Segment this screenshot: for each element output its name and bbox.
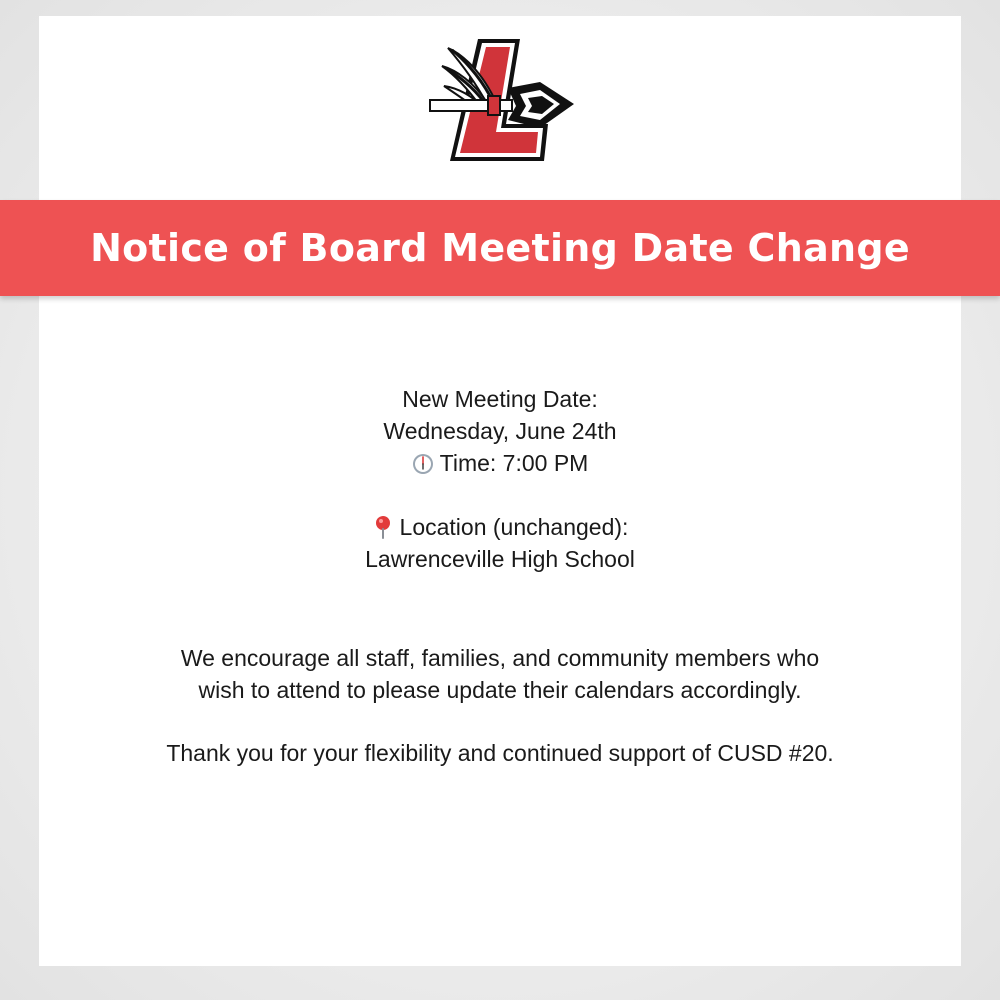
notice-banner [0,200,1000,296]
encouragement-message [0,642,1000,706]
meeting-date-label: New Meeting Date: [402,386,598,412]
location-details [0,511,1000,575]
meeting-details [0,383,1000,479]
location-line [0,511,1000,543]
message-line-2: wish to attend to please update their calendars accordingly. [198,677,802,703]
school-logo [428,36,578,164]
meeting-date-value: Wednesday, June 24th [383,418,617,444]
clock-icon [412,451,434,483]
message-line-1: We encourage all staff, families, and community members who [180,645,820,671]
closing-message [0,737,1000,769]
meeting-time-text: Time: 7:00 PM [439,450,589,476]
banner-title: Notice of Board Meeting Date Change [90,226,910,270]
closing-line: Thank you for your flexibility and continued support of CUSD #20. [166,740,834,766]
location-value: Lawrenceville High School [365,546,635,572]
meeting-time [0,447,1000,479]
location-label: Location (unchanged): [399,514,629,540]
